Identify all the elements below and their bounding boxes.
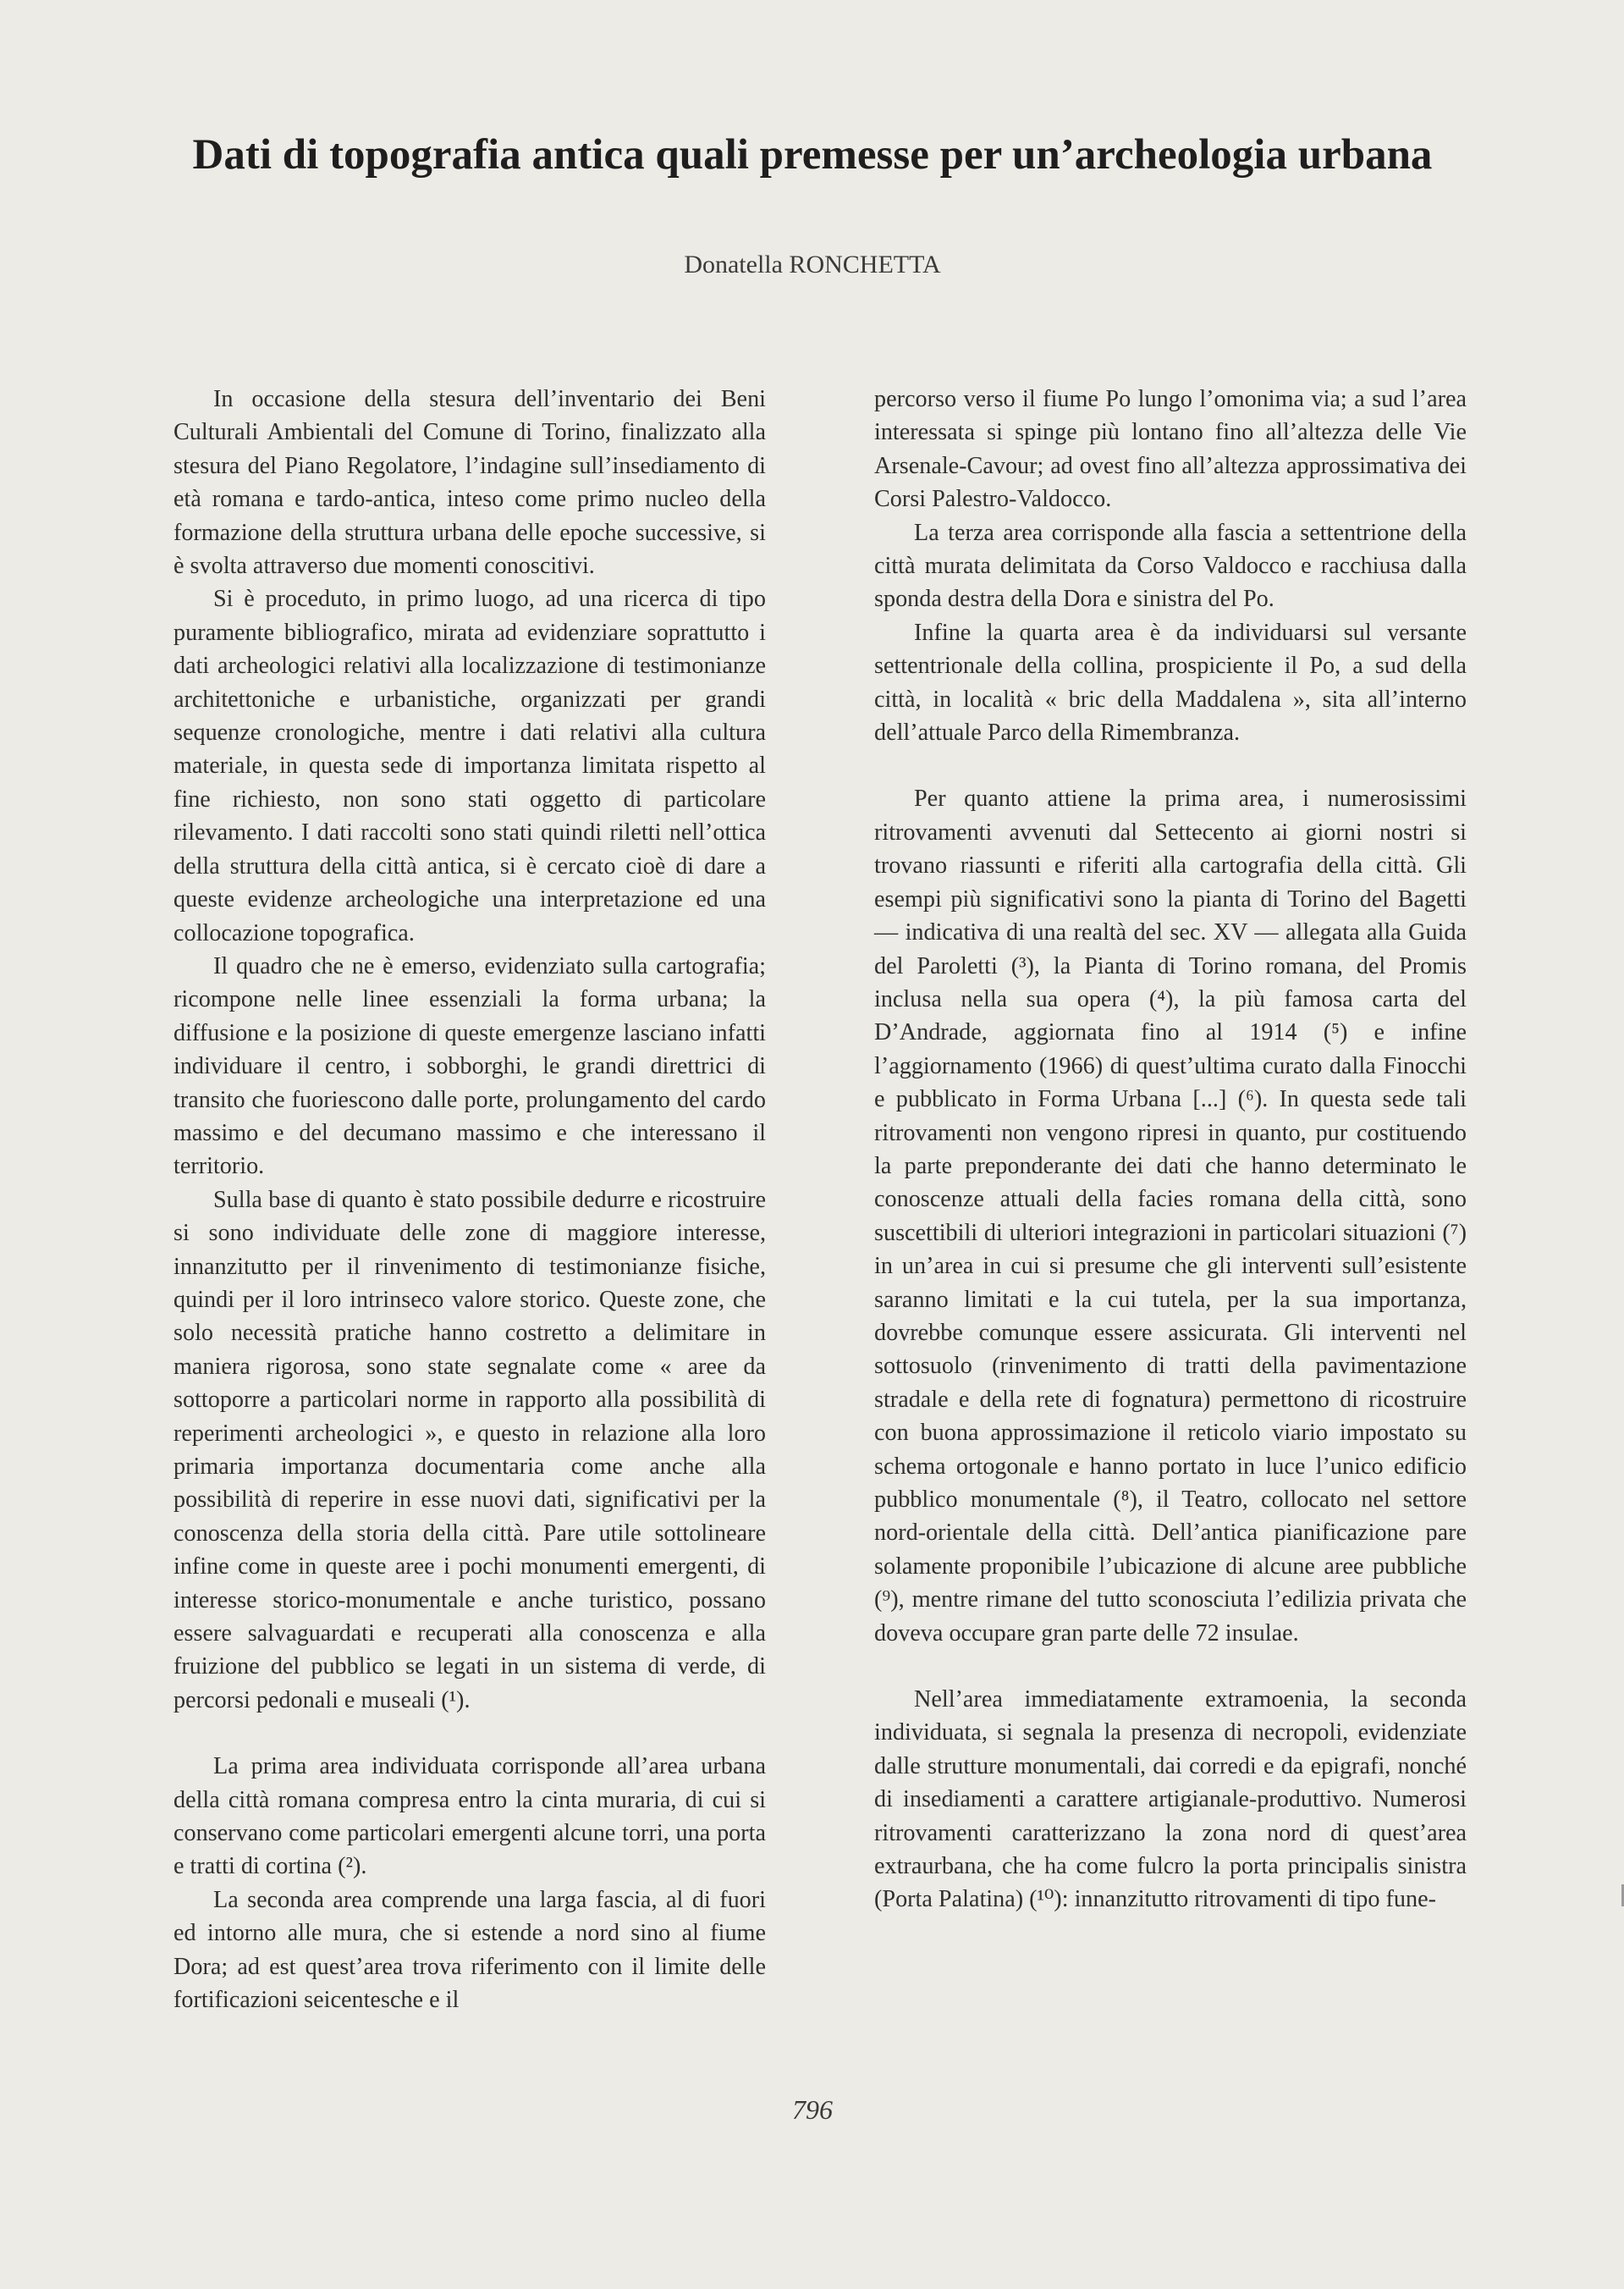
paragraph: Infine la quarta area è da individuarsi sul versante settentrionale della collina, prospiciente il Po, a sud della città, in località « bric della Maddalena », sita all’interno dell’attuale Parco della Rimembranza.	[874, 619, 1467, 747]
paragraph: La prima area individuata corrisponde all’area urbana della città romana compresa entro la cinta muraria, di cui si conservano come particolari emergenti alcune torri, una porta e tratti di cortina (²).	[173, 1753, 766, 1880]
article-title: Dati di topografia antica quali premesse per un’archeologia urbana	[192, 131, 1433, 179]
right-column	[874, 383, 1467, 1917]
left-column	[173, 383, 766, 2017]
paragraph: In occasione della stesura dell’inventario dei Beni Culturali Ambientali del Comune di Torino, finalizzato alla stesura del Piano Regolatore, l’indagine sull’insediamento di età romana e tardo-antica, inteso come primo nucleo della formazione della struttura urbana delle epoche successive, si è svolta attraverso due momenti conoscitivi.	[173, 386, 766, 580]
paragraph: Il quadro che ne è emerso, evidenziato sulla cartografia; ricompone nelle linee essenziali la forma urbana; la diffusione e la posizione di queste emergenze lasciano infatti individuare il centro, i sobborghi, le grandi direttrici di transito che fuoriescono dalle porte, prolungamento del cardo massimo e del decumano massimo e che interessano il territorio.	[173, 952, 766, 1180]
page-number: 796	[792, 2094, 833, 2125]
article-author: Donatella RONCHETTA	[684, 251, 941, 279]
paragraph: Si è proceduto, in primo luogo, ad una ricerca di tipo puramente bibliografico, mirata ad evidenziare soprattutto i dati archeologici relativi alla localizzazione di testimonianze architettoniche e urbanistiche, organizzati per grandi sequenze cronologiche, mentre i dati relativi alla cultura materiale, in questa sede di importanza limitata rispetto al fine richiesto, non sono stati oggetto di particolare rilevamento. I dati raccolti sono stati quindi riletti nell’ottica della struttura della città antica, si è cercato cioè di dare a queste evidenze archeologiche una interpretazione ed una collocazione topografica.	[173, 586, 766, 946]
paragraph: Nell’area immediatamente extramoenia, la seconda individuata, si segnala la presenza di necropoli, evidenziate dalle strutture monumentali, dai corredi e da epigrafi, nonché di insediamenti a carattere artigianale-produttivo. Numerosi ritrovamenti caratterizzano la zona nord di quest’area extraurbana, che ha come fulcro la porta principalis sinistra (Porta Palatina) (¹⁰): innanzitutto ritrovamenti di tipo fune-	[874, 1686, 1467, 1913]
paragraph: La seconda area comprende una larga fascia, al di fuori ed intorno alle mura, che si estende a nord sino al fiume Dora; ad est quest’area trova riferimento con il limite delle fortificazioni seicentesche e il	[173, 1886, 766, 2014]
paragraph: Sulla base di quanto è stato possibile dedurre e ricostruire si sono individuate delle zone di maggiore interesse, innanzitutto per il rinvenimento di testimonianze fisiche, quindi per il loro intrinseco valore storico. Queste zone, che solo necessità pratiche hanno costretto a delimitare in maniera rigorosa, sono state segnalate come « aree da sottoporre a particolari norme in rapporto alla possibilità di reperimenti archeologici », e questo in relazione alla loro primaria importanza documentaria come anche alla possibilità di reperire in esse nuovi dati, significativi per la conoscenza della storia della città. Pare utile sottolineare infine come in queste aree i pochi monumenti emergenti, di interesse storico-monumentale e anche turistico, possano essere salvaguardati e recuperati alla conoscenza e alla fruizione del pubblico se legati in un sistema di verde, di percorsi pedonali e museali (¹).	[173, 1186, 766, 1713]
paragraph: percorso verso il fiume Po lungo l’omonima via; a sud l’area interessata si spinge più lontano fino all’altezza delle Vie Arsenale-Cavour; ad ovest fino all’altezza approssimativa dei Corsi Palestro-Valdocco.	[874, 386, 1467, 513]
paragraph: La terza area corrisponde alla fascia a settentrione della città murata delimitata da Corso Valdocco e racchiusa dalla sponda destra della Dora e sinistra del Po.	[874, 519, 1467, 613]
paragraph: Per quanto attiene la prima area, i numerosissimi ritrovamenti avvenuti dal Settecento ai giorni nostri si trovano riassunti e riferiti alla cartografia della città. Gli esempi più significativi sono la pianta di Torino del Bagetti — indicativa di una realtà del sec. XV — allegata alla Guida del Paroletti (³), la Pianta di Torino romana, del Promis inclusa nella sua opera (⁴), la più famosa carta del D’Andrade, aggiornata fino al 1914 (⁵) e infine l’aggiornamento (1966) di quest’ultima curato dalla Finocchi e pubblicato in Forma Urbana [...] (⁶). In questa sede tali ritrovamenti non vengono ripresi in quanto, pur costituendo la parte preponderante dei dati che hanno determinato le conoscenze attuali della facies romana della città, sono suscettibili di ulteriori integrazioni in particolari situazioni (⁷) in un’area in cui si presume che gli interventi sull’esistente saranno limitati e la cui tutela, per la sua importanza, dovrebbe comunque essere assicurata. Gli interventi nel sottosuolo (rinvenimento di tratti della pavimentazione stradale e della rete di fognatura) permettono di ricostruire con buona approssimazione il reticolo viario impostato su schema ortogonale e hanno portato in luce l’unico edificio pubblico monumentale (⁸), il Teatro, collocato nel settore nord-orientale della città. Dell’antica pianificazione pare solamente proponibile l’ubicazione di alcune aree pubbliche (⁹), mentre rimane del tutto sconosciuta l’edilizia privata che doveva occupare gran parte delle 72 insulae.	[874, 786, 1467, 1646]
